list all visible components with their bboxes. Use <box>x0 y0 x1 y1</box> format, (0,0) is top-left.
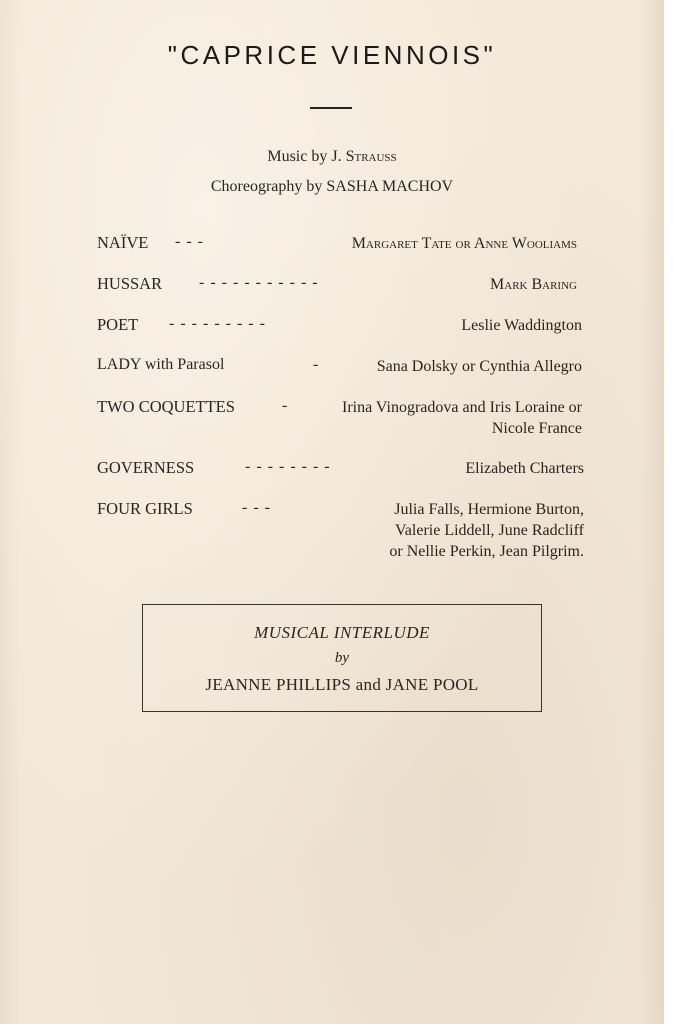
cast-role: FOUR GIRLS <box>97 499 193 518</box>
cast-role: LADY with Parasol <box>97 356 225 373</box>
cast-role: GOVERNESS <box>97 458 195 477</box>
music-credit-prefix: Music by J. <box>267 148 346 165</box>
cast-performer-multiline: Irina Vinogradova and Iris Loraine or Nicole France <box>342 399 582 437</box>
cast-dashes: - - - <box>242 499 271 516</box>
cast-performer: Elizabeth Charters <box>465 460 584 477</box>
interlude-box <box>142 604 542 712</box>
cast-performer: Mark Baring <box>490 276 577 293</box>
music-credit-composer: Strauss <box>345 148 397 165</box>
cast-role: NAÏVE <box>97 233 149 252</box>
interlude-title: MUSICAL INTERLUDE <box>254 623 430 642</box>
cast-dashes: - - - - - - - - <box>245 458 331 475</box>
cast-performer: Margaret Tate or Anne Wooliams <box>351 235 577 252</box>
cast-role: TWO COQUETTES <box>97 397 235 416</box>
cast-performer: Leslie Waddington <box>461 317 582 334</box>
choreography-credit: Choreography by SASHA MACHOV <box>210 178 454 195</box>
cast-dashes: - - - - - - - - - <box>169 315 266 332</box>
music-credit <box>0 148 664 166</box>
cast-dashes: - <box>282 397 289 414</box>
cast-dashes: - - - - - - - - - - - <box>199 274 319 291</box>
cast-performer-multiline: Julia Falls, Hermione Burton, Valerie Liddell, June Radcliff or Nellie Perkin, Jean Pilgrim. <box>389 501 584 560</box>
programme-title: "CAPRICE VIENNOIS" <box>167 40 497 70</box>
cast-role: HUSSAR <box>97 274 163 293</box>
cast-dashes: - <box>313 356 320 373</box>
cast-role: POET <box>97 315 139 334</box>
interlude-performers: JEANNE PHILLIPS and JANE POOL <box>205 675 479 694</box>
interlude-by: by <box>334 650 350 666</box>
cast-performer: Sana Dolsky or Cynthia Allegro <box>376 358 582 375</box>
cast-dashes: - - - <box>175 233 204 250</box>
title-divider <box>310 107 352 109</box>
